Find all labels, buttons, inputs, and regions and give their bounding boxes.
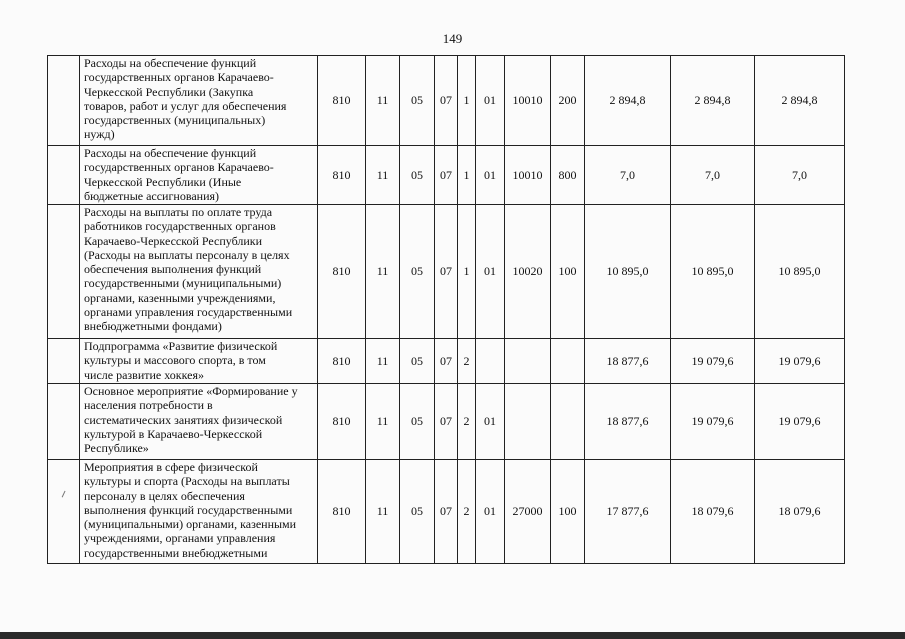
- direction-code: [505, 384, 551, 460]
- description-line: культурой в Карачаево-Черкесской: [84, 426, 263, 441]
- description-line: обеспечения выполнения функций: [84, 262, 262, 277]
- amount-year-2: 2 894,8: [671, 56, 755, 146]
- section-code: 11: [366, 56, 400, 146]
- event-code: 01: [476, 56, 505, 146]
- ministry-code: 810: [318, 205, 366, 339]
- event-code: 01: [476, 384, 505, 460]
- scan-bottom-edge: [0, 632, 905, 639]
- amount-year-3: 10 895,0: [755, 205, 845, 339]
- direction-code: 10020: [505, 205, 551, 339]
- subprogram-code: 2: [458, 460, 476, 564]
- description-line: культуры и спорта (Расходы на выплаты: [84, 474, 290, 489]
- description-line: выполнения функций государственными: [84, 502, 293, 517]
- description-line: Расходы на обеспечение функций: [84, 146, 257, 160]
- subsection-code: 05: [400, 146, 435, 205]
- description-line: государственными внебюджетными: [84, 545, 268, 560]
- ministry-code: 810: [318, 460, 366, 564]
- direction-code: [505, 339, 551, 384]
- description-line: систематических занятиях физической: [84, 412, 283, 427]
- description-line: Подпрограмма «Развитие физической: [84, 339, 278, 353]
- subprogram-code: 1: [458, 205, 476, 339]
- amount-year-2: 19 079,6: [671, 384, 755, 460]
- description-line: внебюджетными фондами): [84, 319, 222, 334]
- description-line: работников государственных органов: [84, 219, 276, 234]
- event-code: 01: [476, 460, 505, 564]
- subprogram-code: 2: [458, 384, 476, 460]
- amount-year-3: 2 894,8: [755, 56, 845, 146]
- row-description: [80, 339, 318, 384]
- row-index-cell: [48, 339, 80, 384]
- amount-year-3: 19 079,6: [755, 339, 845, 384]
- row-description: [80, 384, 318, 460]
- amount-year-2: 18 079,6: [671, 460, 755, 564]
- subsection-code: 05: [400, 339, 435, 384]
- description-line: Республике»: [84, 441, 149, 456]
- description-line: Расходы на обеспечение функций: [84, 56, 257, 70]
- row-description: [80, 460, 318, 564]
- description-line: государственных (муниципальных): [84, 113, 266, 128]
- description-line: государственными (муниципальными): [84, 276, 282, 291]
- section-code: 11: [366, 339, 400, 384]
- event-code: [476, 339, 505, 384]
- program-code: 07: [435, 205, 458, 339]
- description-line: товаров, работ и услуг для обеспечения: [84, 98, 287, 113]
- section-code: 11: [366, 146, 400, 205]
- description-line: Черкесской Республики (Закупка: [84, 84, 254, 99]
- description-line: органами управления государственными: [84, 305, 293, 320]
- section-code: 11: [366, 384, 400, 460]
- subsection-code: 05: [400, 56, 435, 146]
- description-line: персоналу в целях обеспечения: [84, 488, 245, 503]
- expense-type-code: 200: [551, 56, 585, 146]
- row-index-cell: [48, 146, 80, 205]
- subprogram-code: 1: [458, 146, 476, 205]
- row-index-cell: [48, 205, 80, 339]
- subsection-code: 05: [400, 205, 435, 339]
- ministry-code: 810: [318, 56, 366, 146]
- description-line: Черкесской Республики (Иные: [84, 174, 242, 189]
- program-code: 07: [435, 384, 458, 460]
- description-line: нужд): [84, 127, 115, 142]
- row-index-cell: [48, 384, 80, 460]
- program-code: 07: [435, 146, 458, 205]
- table-row: [48, 460, 845, 564]
- amount-year-1: 10 895,0: [585, 205, 671, 339]
- amount-year-2: 19 079,6: [671, 339, 755, 384]
- expense-type-code: 800: [551, 146, 585, 205]
- description-line: Карачаево-Черкесской Республики: [84, 233, 263, 248]
- subprogram-code: 1: [458, 56, 476, 146]
- table-body: [48, 56, 845, 564]
- ministry-code: 810: [318, 339, 366, 384]
- description-line: государственных органов Карачаево-: [84, 70, 274, 85]
- table-row: [48, 56, 845, 146]
- expense-type-code: [551, 339, 585, 384]
- row-index-cell: [48, 460, 80, 564]
- amount-year-2: 10 895,0: [671, 205, 755, 339]
- description-line: населения потребности в: [84, 398, 213, 413]
- description-line: культуры и массового спорта, в том: [84, 353, 266, 368]
- description-line: органами, казенными учреждениями,: [84, 290, 276, 305]
- amount-year-1: 7,0: [585, 146, 671, 205]
- row-index-cell: [48, 56, 80, 146]
- direction-code: 27000: [505, 460, 551, 564]
- subsection-code: 05: [400, 460, 435, 564]
- description-line: числе развитие хоккея»: [84, 367, 204, 382]
- direction-code: 10010: [505, 146, 551, 205]
- ministry-code: 810: [318, 146, 366, 205]
- page-number: 149: [442, 31, 463, 46]
- amount-year-3: 18 079,6: [755, 460, 845, 564]
- description-line: Расходы на выплаты по оплате труда: [84, 205, 273, 219]
- program-code: 07: [435, 460, 458, 564]
- table-row: [48, 384, 845, 460]
- amount-year-2: 7,0: [671, 146, 755, 205]
- table-row: [48, 339, 845, 384]
- amount-year-1: 17 877,6: [585, 460, 671, 564]
- program-code: 07: [435, 339, 458, 384]
- event-code: 01: [476, 205, 505, 339]
- direction-code: 10010: [505, 56, 551, 146]
- description-line: (Расходы на выплаты персоналу в целях: [84, 247, 290, 262]
- amount-year-1: 2 894,8: [585, 56, 671, 146]
- description-line: Мероприятия в сфере физической: [84, 460, 258, 474]
- description-line: бюджетные ассигнования): [84, 188, 220, 203]
- row-description: [80, 146, 318, 205]
- row-description: [80, 56, 318, 146]
- description-line: государственных органов Карачаево-: [84, 160, 274, 175]
- section-code: 11: [366, 205, 400, 339]
- description-line: (муниципальными) органами, казенными: [84, 517, 297, 532]
- ministry-code: 810: [318, 384, 366, 460]
- event-code: 01: [476, 146, 505, 205]
- description-line: Основное мероприятие «Формирование у: [84, 384, 298, 398]
- expense-type-code: [551, 384, 585, 460]
- amount-year-1: 18 877,6: [585, 339, 671, 384]
- program-code: 07: [435, 56, 458, 146]
- description-line: учреждениями, органами управления: [84, 531, 276, 546]
- expense-type-code: 100: [551, 205, 585, 339]
- amount-year-1: 18 877,6: [585, 384, 671, 460]
- subprogram-code: 2: [458, 339, 476, 384]
- expense-type-code: 100: [551, 460, 585, 564]
- amount-year-3: 19 079,6: [755, 384, 845, 460]
- section-code: 11: [366, 460, 400, 564]
- budget-table: [47, 55, 845, 564]
- row-description: [80, 205, 318, 339]
- table-row: [48, 146, 845, 205]
- table-row: [48, 205, 845, 339]
- amount-year-3: 7,0: [755, 146, 845, 205]
- subsection-code: 05: [400, 384, 435, 460]
